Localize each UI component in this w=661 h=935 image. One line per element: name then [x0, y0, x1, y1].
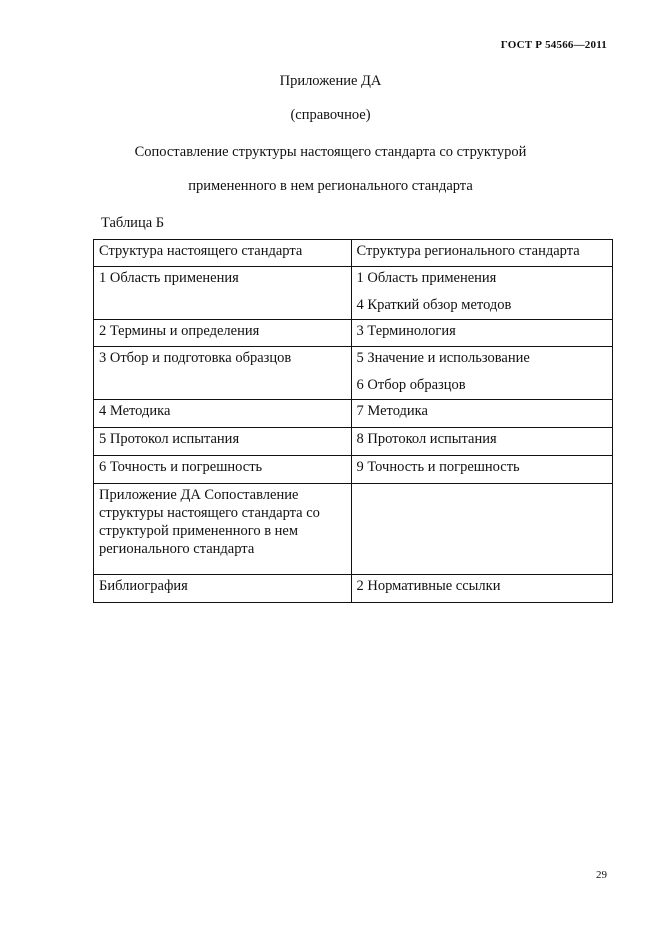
current-standard-cell: 4 Методика [94, 400, 352, 428]
annex-title: Приложение ДА [279, 73, 382, 89]
column-header-regional-standard: Структура регионального стандарта [351, 240, 612, 267]
regional-standard-cell-empty [351, 484, 612, 575]
regional-item: 1 Область применения [356, 270, 497, 286]
table-row [94, 400, 613, 428]
current-standard-cell: Библиография [94, 575, 352, 603]
current-standard-cell: 1 Область применения [94, 267, 352, 320]
regional-item: 2 Нормативные ссылки [356, 578, 501, 594]
table-row [94, 456, 613, 484]
standard-code: ГОСТ Р 54566—2011 [500, 39, 607, 51]
table-row [94, 484, 613, 575]
current-standard-cell: 2 Термины и определения [94, 320, 352, 347]
regional-item: 9 Точность и погрешность [356, 459, 520, 475]
table-header-row [94, 240, 613, 267]
table-row [94, 347, 613, 400]
regional-standard-cell [351, 456, 612, 484]
table-row [94, 575, 613, 603]
regional-standard-cell [351, 347, 612, 400]
regional-standard-cell [351, 575, 612, 603]
regional-item: 3 Терминология [356, 323, 456, 339]
regional-item: 5 Значение и использование [356, 350, 530, 366]
current-standard-cell: 6 Точность и погрешность [94, 456, 352, 484]
page-number: 29 [596, 869, 607, 881]
current-standard-cell: Приложение ДА Сопоставление структуры настоящего стандарта со структурой примененного в нем регионального стандарта [94, 484, 352, 575]
column-header-current-standard: Структура настоящего стандарта [94, 240, 352, 267]
regional-standard-cell [351, 428, 612, 456]
regional-item: 4 Краткий обзор методов [356, 297, 512, 313]
structure-comparison-table [93, 239, 613, 603]
table-row [94, 320, 613, 347]
table-caption: Таблица Б [101, 215, 165, 231]
regional-item: 7 Методика [356, 403, 428, 419]
annex-heading-line-1: Сопоставление структуры настоящего стандарта со структурой [134, 144, 527, 160]
current-standard-cell: 5 Протокол испытания [94, 428, 352, 456]
current-standard-cell: 3 Отбор и подготовка образцов [94, 347, 352, 400]
regional-item: 6 Отбор образцов [356, 377, 466, 393]
annex-type: (справочное) [290, 107, 371, 123]
regional-standard-cell [351, 400, 612, 428]
regional-standard-cell [351, 267, 612, 320]
table-row [94, 267, 613, 320]
table-row [94, 428, 613, 456]
regional-item: 8 Протокол испытания [356, 431, 497, 447]
regional-standard-cell [351, 320, 612, 347]
annex-heading-line-2: примененного в нем регионального стандарта [188, 178, 473, 194]
